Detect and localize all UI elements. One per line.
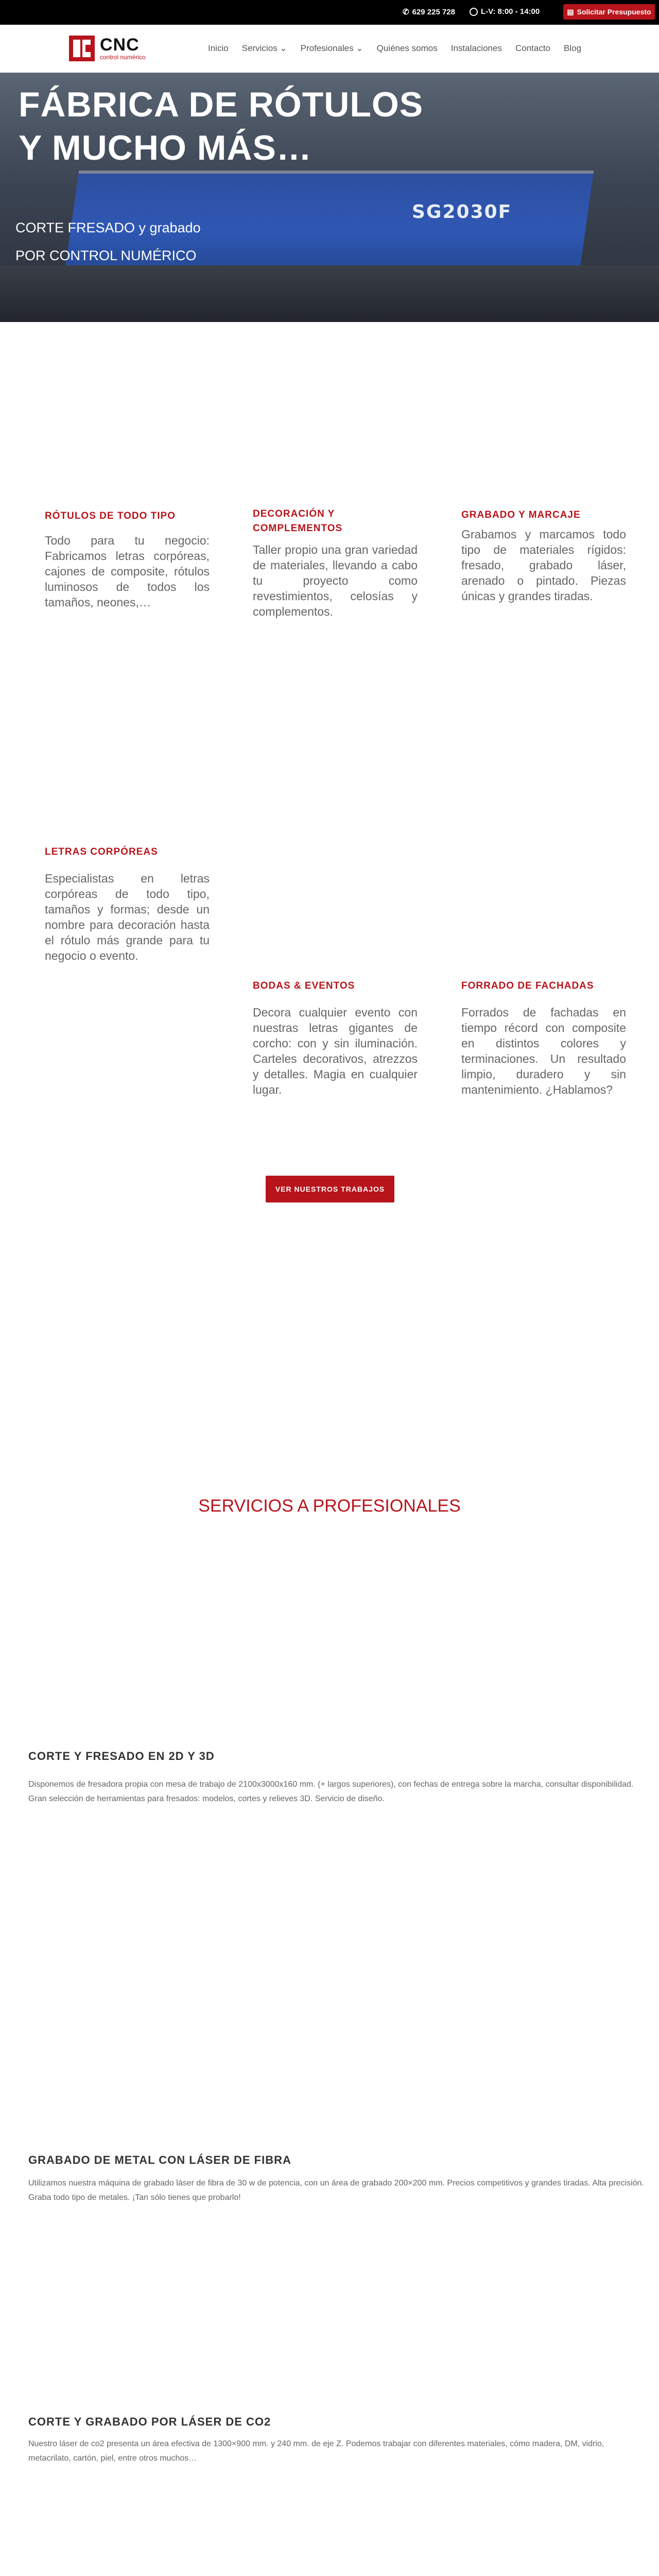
topbar-hours [470, 7, 540, 16]
top-bar [0, 0, 659, 25]
site-header [0, 25, 659, 72]
service-title-rotulos: RÓTULOS DE TODO TIPO [45, 511, 176, 521]
professionals-heading: SERVICIOS A PROFESIONALES [198, 1496, 461, 1516]
main-nav [208, 43, 581, 54]
hero-subtitle-1: CORTE FRESADO y grabado [15, 220, 201, 235]
logo-tagline: control numérico [100, 54, 146, 61]
pro-text-co2: Nuestro láser de co2 presenta un área efectiva de 1300×900 mm. y 240 mm. de eje Z. Podemos trabajar con diferentes materiales, cómo madera, DM, vidrio, metacrilato, cartón, piel, entre otros muchos… [28, 2439, 604, 2463]
topbar-phone-text: 629 225 728 [412, 7, 455, 16]
nav-profesionales[interactable]: Profesionales ⌄ [300, 43, 363, 53]
nav-servicios[interactable]: Servicios ⌄ [241, 43, 287, 53]
logo-name: CNC [100, 35, 140, 55]
pro-text-fibra: Utilizamos nuestra máquina de grabado láser de fibra de 30 w de potencia, con un área de grabado 200×200 mm. Precios competitivos y grandes tiradas. Alta precisión. Graba todo tipo de metales. ¡Tan sólo tienes que probarlo! [28, 2179, 644, 2202]
request-quote-button[interactable] [563, 4, 655, 20]
clock-icon [470, 8, 478, 16]
service-title-letras: LETRAS CORPÓREAS [45, 846, 158, 857]
nav-inicio[interactable]: Inicio [208, 43, 229, 53]
service-title-grabado: GRABADO Y MARCAJE [461, 510, 581, 520]
cnc-logo-icon [67, 33, 97, 63]
pro-title-fibra: GRABADO DE METAL CON LÁSER DE FIBRA [28, 2154, 291, 2166]
request-quote-label: Solicitar Presupuesto [577, 8, 651, 16]
hero-floor [0, 265, 659, 322]
phone-icon: ✆ [403, 8, 409, 16]
service-text-letras: Especialistas en letras corpóreas de todo tipo, tamaños y formas; desde un nombre para decoración hasta el rótulo más grande para tu negocio o evento. [45, 872, 210, 962]
service-text-bodas: Decora cualquier evento con nuestras letras gigantes de corcho: con y sin iluminación. Carteles decorativos, atrezzos y detalles. Magia en cualquier lugar. [253, 1006, 418, 1096]
hero-title [19, 83, 423, 170]
service-title-bodas: BODAS & EVENTOS [253, 980, 355, 991]
view-works-button[interactable]: VER NUESTROS TRABAJOS [266, 1176, 394, 1202]
service-text-decoracion: Taller propio una gran variedad de materiales, llevando a cabo tu proyecto como revestimientos, celosías y complementos. [253, 543, 418, 618]
pro-text-fresado: Disponemos de fresadora propia con mesa de trabajo de 2100x3000x160 mm. (+ largos superiores), con fechas de entrega sobre la marcha, consultar disponibilidad. Gran selección de herramientas para fresados: modelos, cortes y relieves 3D. Servicio de diseño. [28, 1780, 634, 1803]
topbar-phone[interactable] [403, 7, 455, 16]
machine-label: SG2030F [412, 201, 512, 223]
service-title-decoracion: DECORACIÓN Y COMPLEMENTOS [253, 509, 343, 534]
nav-contacto[interactable]: Contacto [515, 43, 551, 53]
hero-title-line2: Y MUCHO MÁS… [19, 128, 312, 167]
nav-blog[interactable]: Blog [564, 43, 582, 53]
pro-title-co2: CORTE Y GRABADO POR LÁSER DE CO2 [28, 2415, 271, 2428]
service-text-grabado: Grabamos y marcamos todo tipo de materiales rígidos: fresado, grabado láser, arenado o pintado. Piezas únicas y grandes tiradas. [461, 528, 626, 603]
nav-quienes-somos[interactable]: Quiénes somos [376, 43, 438, 53]
hero-banner [0, 73, 659, 322]
document-icon: ▤ [567, 7, 574, 16]
service-text-fachadas: Forrados de fachadas en tiempo récord con composite en distintos colores y terminaciones. Un resultado limpio, duradero y sin mantenimiento. ¿Hablamos? [461, 1006, 626, 1096]
site-logo[interactable] [67, 32, 170, 65]
hero-title-line1: FÁBRICA DE RÓTULOS [19, 85, 424, 124]
topbar-hours-text: L-V: 8:00 - 14:00 [481, 7, 540, 16]
hero-subtitle-2: POR CONTROL NUMÉRICO [15, 248, 197, 263]
service-title-fachadas: FORRADO DE FACHADAS [461, 980, 594, 991]
nav-instalaciones[interactable]: Instalaciones [450, 43, 502, 53]
service-text-rotulos: Todo para tu negocio: Fabricamos letras corpóreas, cajones de composite, rótulos luminosos de todos los tamaños, neones,… [45, 534, 210, 609]
pro-title-fresado: CORTE Y FRESADO EN 2D Y 3D [28, 1750, 215, 1762]
